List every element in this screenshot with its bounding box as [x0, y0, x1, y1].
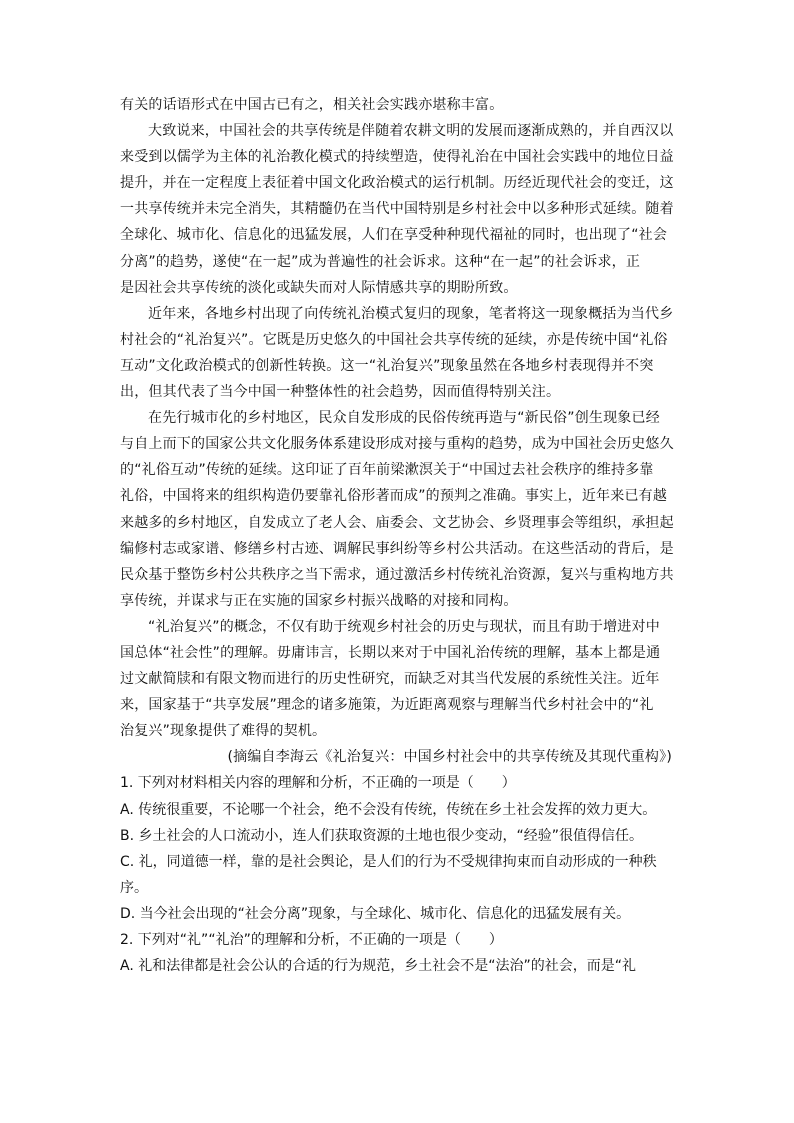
option-c-continued: 序。 [120, 879, 148, 896]
text-line: 礼俗，中国将来的组织构造仍要靠礼俗形著而成”的预判之准确。事实上，近年来已有越 [120, 488, 668, 505]
document-body [120, 92, 680, 979]
text-line: 出，但其代表了当今中国一种整体性的社会趋势，因而值得特别关注。 [120, 384, 561, 401]
option-a: A. 传统很重要，不论哪一个社会，绝不会没有传统，传统在乡土社会发挥的效力更大。 [120, 801, 657, 818]
text-line: 治复兴”现象提供了难得的契机。 [120, 723, 327, 740]
text-line: 与自上而下的国家公共文化服务体系建设形成对接与重构的趋势，成为中国社会历史悠久 [120, 436, 674, 453]
question-1 [120, 770, 680, 927]
text-line: 全球化、城市化、信息化的迅猛发展，人们在享受种种现代福祉的同时，也出现了“社会 [120, 227, 668, 244]
text-line: 提升，并在一定程度上表征着中国文化政治模式的运行机制。历经近现代社会的变迁，这 [120, 175, 674, 192]
option-c: C. 礼，同道德一样，靠的是社会舆论，是人们的行为不受规律拘束而自动形成的一种秩 [120, 853, 657, 870]
text-line: 大致说来，中国社会的共享传统是伴随着农耕文明的发展而逐渐成熟的，并自西汉以 [148, 123, 674, 140]
text-line: 编修村志或家谱、修缮乡村古迹、调解民事纠纷等乡村公共活动。在这些活动的背后，是 [120, 540, 674, 557]
option-b: B. 乡土社会的人口流动小，连人们获取资源的土地也很少变动，“经验”很值得信任。 [120, 827, 644, 844]
text-line: “礼治复兴”的概念，不仅有助于统观乡村社会的历史与现状，而且有助于增进对中 [148, 618, 660, 635]
paragraph-4 [120, 405, 680, 614]
text-line: 有关的话语形式在中国古已有之，相关社会实践亦堪称丰富。 [120, 97, 504, 113]
option-d: D. 当今社会出现的“社会分离”现象，与全球化、城市化、信息化的迅猛发展有关。 [120, 905, 631, 922]
text-line: 享传统，并谋求与正在实施的国家乡村振兴战略的对接和同构。 [120, 592, 518, 609]
text-line: 近年来，各地乡村出现了向传统礼治模式复归的现象，笔者将这一现象概括为当代乡 [148, 305, 674, 322]
text-line: 来，国家基于“共享发展”理念的诸多施策，为近距离观察与理解当代乡村社会中的“礼 [120, 697, 654, 714]
text-line: 在先行城市化的乡村地区，民众自发形成的民俗传统再造与“新民俗”创生现象已经 [148, 410, 660, 427]
text-line: 国总体“社会性”的理解。毋庸讳言，长期以来对于中国礼治传统的理解，基本上都是通 [120, 644, 661, 661]
text-line: 分离”的趋势，遂使“在一起”成为普遍性的社会诉求。这种“在一起”的社会诉求，正 [120, 253, 641, 270]
text-line: 村社会的“礼治复兴”。它既是历史悠久的中国社会共享传统的延续，亦是传统中国“礼俗 [120, 331, 668, 348]
paragraph-3 [120, 301, 680, 405]
text-line: 过文献简牍和有限文物而进行的历史性研究，而缺乏对其当代发展的系统性关注。近年 [120, 671, 660, 688]
text-line: 来越多的乡村地区，自发成立了老人会、庙委会、文艺协会、乡贤理事会等组织，承担起 [120, 514, 674, 531]
question-stem: 1. 下列对材料相关内容的理解和分析，不正确的一项是（ ） [120, 775, 516, 792]
text-line: 来受到以儒学为主体的礼治教化模式的持续塑造，使得礼治在中国社会实践中的地位日益 [120, 149, 674, 166]
text-line: 民众基于整饬乡村公共秩序之当下需求，通过激活乡村传统礼治资源，复兴与重构地方共 [120, 566, 674, 583]
question-2 [120, 927, 680, 979]
text-line: 互动”文化政治模式的创新性转换。这一“礼治复兴”现象虽然在各地乡村表现得并不突 [120, 357, 654, 374]
paragraph-1 [120, 92, 680, 118]
text-line: 是因社会共享传统的淡化或缺失而对人际情感共享的期盼所致。 [120, 279, 518, 296]
text-line: 一共享传统并未完全消失，其精髓仍在当代中国特别是乡村社会中以多种形式延续。随着 [120, 201, 674, 218]
citation-text: (摘编自李海云《礼治复兴：中国乡村社会中的共享传统及其现代重构》) [227, 749, 672, 766]
paragraph-2 [120, 118, 680, 301]
question-stem: 2. 下列对“礼”“礼治”的理解和分析，不正确的一项是（ ） [120, 932, 503, 948]
option-a: A. 礼和法律都是社会公认的合适的行为规范，乡土社会不是“法治”的社会，而是“礼 [120, 958, 636, 975]
source-citation [120, 744, 680, 770]
text-line: 的“礼俗互动”传统的延续。这印证了百年前梁漱溟关于“中国过去社会秩序的维持多靠 [120, 462, 654, 479]
paragraph-5 [120, 614, 680, 744]
